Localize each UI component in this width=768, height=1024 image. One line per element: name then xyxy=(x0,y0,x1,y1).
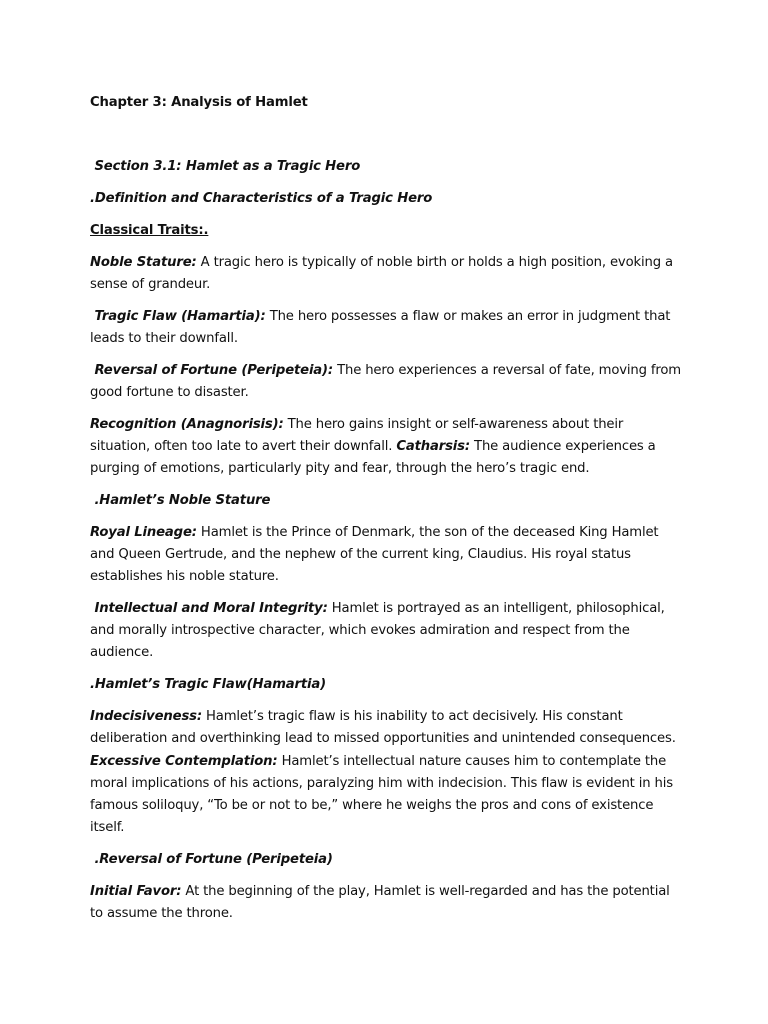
noble-stature-term: Noble Stature: xyxy=(90,255,197,270)
reversal-term: Reversal of Fortune (Peripeteia): xyxy=(90,363,334,378)
initial-favor-term: Initial Favor: xyxy=(90,884,182,899)
section-title: Section 3.1: Hamlet as a Tragic Hero xyxy=(90,159,361,174)
integrity-paragraph xyxy=(90,598,682,664)
noble-stature-paragraph xyxy=(90,252,682,296)
contemplation-paragraph xyxy=(90,751,682,839)
tragic-flaw-paragraph xyxy=(90,306,682,350)
chapter-title: Chapter 3: Analysis of Hamlet xyxy=(90,95,308,110)
classical-traits-heading: Classical Traits:. xyxy=(90,223,209,238)
indecisiveness-term: Indecisiveness: xyxy=(90,709,202,724)
reversal-text: The hero experiences a reversal of fate, moving from good fortune to disaster. xyxy=(90,363,686,400)
recognition-text: The hero gains insight or self-awareness about their situation, often too late to avert their downfall. xyxy=(90,417,628,454)
indecisiveness-text: Hamlet’s tragic flaw is his inability to act decisively. His constant deliberation and overthinking lead to missed opportunities and unintended consequences. xyxy=(90,709,676,746)
indecisiveness-paragraph xyxy=(90,706,682,750)
royal-lineage-text: Hamlet is the Prince of Denmark, the son of the deceased King Hamlet and Queen Gertrude, and the nephew of the current king, Claudius. His royal status establishes his noble stature. xyxy=(90,525,659,584)
royal-lineage-term: Royal Lineage: xyxy=(90,525,197,540)
reversal-paragraph xyxy=(90,360,686,404)
recognition-term: Recognition (Anagnorisis): xyxy=(90,417,284,432)
contemplation-text: Hamlet’s intellectual nature causes him to contemplate the moral implications of his actions, paralyzing him with indecision. This flaw is evident in his famous soliloquy, “To be or not to be,” where he weighs the pros and cons of existence itself. xyxy=(90,754,673,835)
integrity-text: Hamlet is portrayed as an intelligent, philosophical, and morally introspective character, which evokes admiration and respect from the audience. xyxy=(90,601,669,660)
catharsis-term: Catharsis: xyxy=(396,439,470,454)
recognition-catharsis-paragraph xyxy=(90,414,682,480)
document-page xyxy=(90,92,686,935)
tragic-flaw-heading: .Hamlet’s Tragic Flaw(Hamartia) xyxy=(90,677,327,692)
integrity-term: Intellectual and Moral Integrity: xyxy=(90,601,328,616)
royal-lineage-paragraph xyxy=(90,522,682,588)
definition-heading: .Definition and Characteristics of a Tragic Hero xyxy=(90,191,433,206)
initial-favor-text: At the beginning of the play, Hamlet is well-regarded and has the potential to assume the throne. xyxy=(90,884,670,921)
tragic-flaw-term: Tragic Flaw (Hamartia): xyxy=(90,309,266,324)
noble-stature-text: A tragic hero is typically of noble birth or holds a high position, evoking a sense of grandeur. xyxy=(90,255,673,292)
noble-stature-heading: .Hamlet’s Noble Stature xyxy=(90,493,271,508)
catharsis-text: The audience experiences a purging of emotions, particularly pity and fear, through the hero’s tragic end. xyxy=(90,439,660,476)
reversal-heading: .Reversal of Fortune (Peripeteia) xyxy=(90,852,333,867)
initial-favor-paragraph xyxy=(90,881,682,925)
contemplation-term: Excessive Contemplation: xyxy=(90,754,278,769)
tragic-flaw-text: The hero possesses a flaw or makes an error in judgment that leads to their downfall. xyxy=(90,309,675,346)
